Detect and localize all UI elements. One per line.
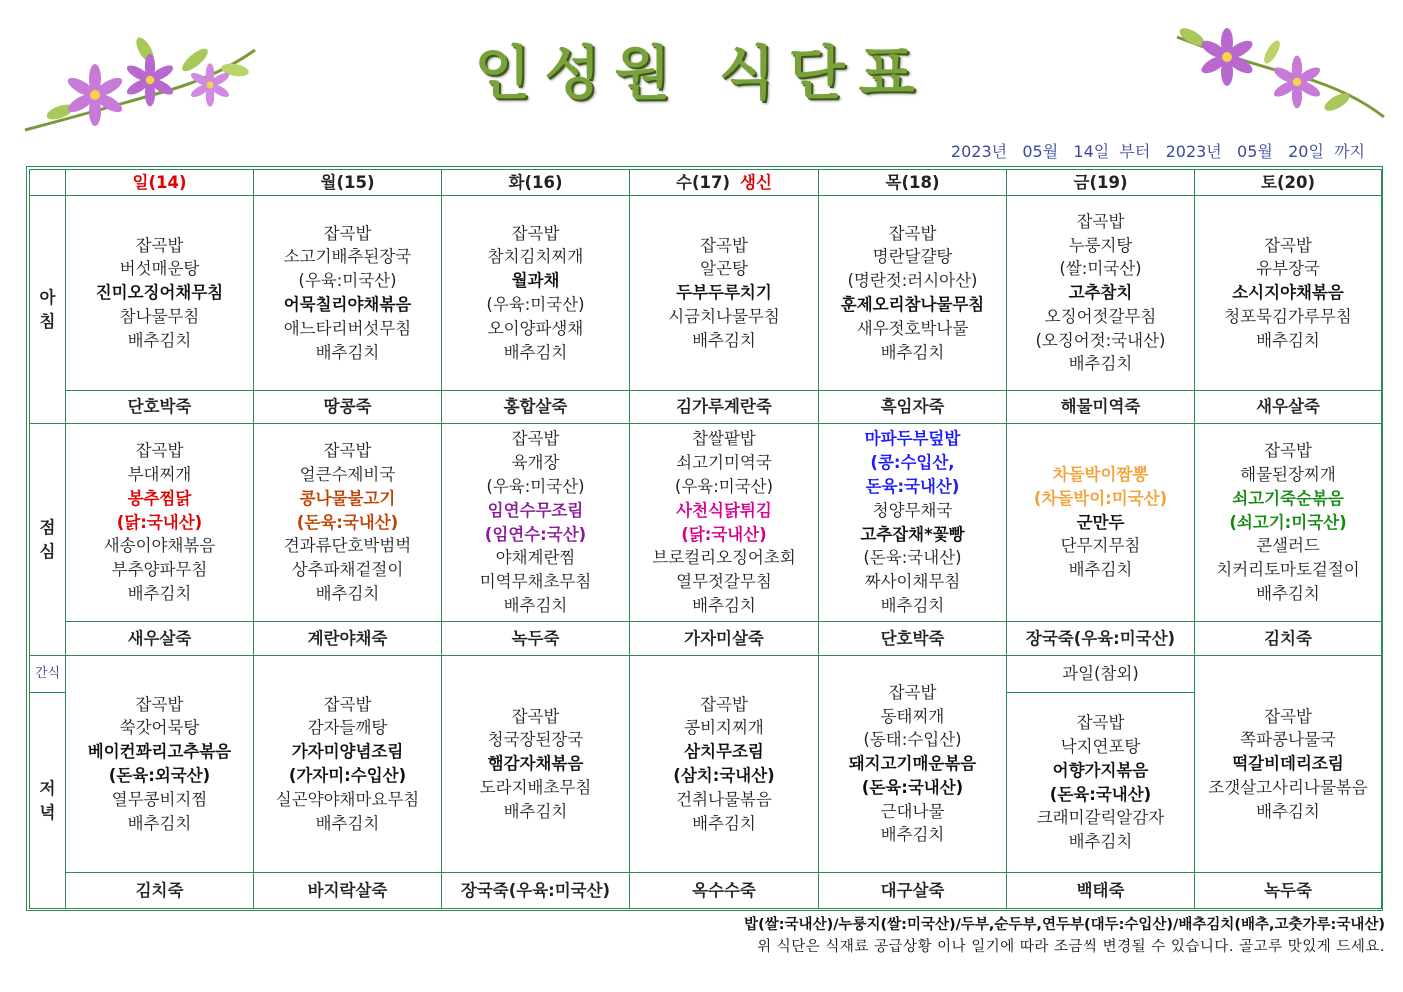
dish-item: 배추김치	[692, 330, 756, 350]
dish-item: 시금치나물무침	[668, 306, 780, 326]
dish-item: 햄감자채볶음	[487, 754, 584, 774]
dish-item: 잡곡밥	[323, 694, 372, 714]
dish-item: 잡곡밥	[888, 682, 937, 702]
dish-item: 콩나물불고기	[299, 488, 396, 508]
dish-item: (우육:미국산)	[674, 476, 774, 496]
dish-item: 고추참치	[1068, 283, 1133, 303]
porridge-cell: 바지락살죽	[254, 873, 442, 909]
dish-item: (닭:국내산)	[116, 512, 203, 532]
dish-item: 소고기배추된장국	[283, 247, 412, 267]
porridge-cell: 땅콩죽	[254, 391, 442, 424]
dish-item: (우육:미국산)	[486, 295, 585, 314]
dish-item: 동태찌개	[880, 706, 945, 726]
dish-item: 알곤탕	[700, 259, 748, 279]
dish-item: 부대찌개	[127, 465, 192, 484]
dish-item: 견과류단호박범벅	[283, 536, 412, 556]
dish-item: 참치김치찌개	[487, 247, 584, 267]
breakfast-cell	[66, 196, 254, 391]
meal-label-dinner: 저 녁	[30, 693, 66, 909]
porridge-cell: 가자미살죽	[630, 622, 819, 656]
dish-item: (임연수:국산)	[484, 524, 587, 544]
dish-item: (쌀:미국산)	[1059, 259, 1142, 279]
porridge-cell: 단호박죽	[66, 391, 254, 424]
dish-item: 배추김치	[1068, 560, 1133, 580]
breakfast-cell	[442, 196, 630, 391]
dish-item: 도라지배초무침	[479, 777, 592, 797]
dish-item: 고추잡채*꽃빵	[860, 524, 965, 544]
dish-item: 월과채	[511, 271, 560, 291]
dish-item: 배추김치	[1256, 801, 1320, 821]
dish-item: 배추김치	[315, 583, 380, 603]
dish-item: 쇠고기죽순볶음	[1232, 488, 1344, 508]
dish-item: 콩비지찌개	[684, 718, 764, 738]
dish-item: 근대나물	[880, 801, 945, 821]
lunch-cell	[1007, 424, 1195, 622]
breakfast-cell	[819, 196, 1007, 391]
dish-item: 배추김치	[1068, 832, 1133, 852]
dish-item: 차돌박이짬뽕	[1052, 465, 1149, 484]
porridge-cell: 백태죽	[1007, 873, 1195, 909]
breakfast-cell	[1195, 196, 1382, 391]
dish-item: 임연수무조림	[487, 500, 584, 520]
porridge-cell: 새우살죽	[1195, 391, 1382, 424]
dish-item: 잡곡밥	[511, 223, 560, 243]
dish-item: 열무젓갈무침	[676, 572, 772, 592]
dish-item: 잡곡밥	[1076, 211, 1125, 231]
dish-item: 삼치무조림	[684, 742, 764, 762]
dish-item: 배추김치	[1256, 583, 1320, 603]
dish-item: 어묵칠리야채볶음	[283, 295, 412, 314]
dish-item: 상추파채겉절이	[291, 560, 404, 580]
dish-item: 조갯살고사리나물볶음	[1208, 777, 1368, 797]
origin-note: 밥(쌀:국내산)/누룽지(쌀:미국산)/두부,순두부,연두부(대두:수입산)/배추김치(배추,고춧가루:국내산)	[744, 917, 1385, 933]
dish-item: (명란젓:러시아산)	[847, 271, 978, 291]
dish-item: 누룽지탕	[1068, 235, 1133, 255]
dish-item: 새우젓호박나물	[856, 318, 969, 338]
dish-item: 참나물무침	[119, 306, 200, 326]
dinner-cell	[1195, 656, 1382, 873]
dish-item: 청국장된장국	[487, 730, 584, 750]
porridge-cell: 홍합살죽	[442, 391, 630, 424]
dish-item: 잡곡밥	[323, 223, 372, 243]
porridge-cell: 새우살죽	[66, 622, 254, 656]
dish-item: 육개장	[511, 453, 560, 473]
dish-item: 버섯매운탕	[119, 259, 200, 279]
lunch-cell	[630, 424, 819, 622]
dish-item: (차돌박이:미국산)	[1033, 488, 1168, 508]
dish-item: 콘샐러드	[1256, 536, 1320, 556]
dish-item: 배추김치	[880, 825, 945, 845]
dish-item: 훈제오리참나물무침	[840, 295, 985, 314]
change-notice: 위 식단은 식재료 공급상황 이나 일기에 따라 조금씩 변경될 수 있습니다. 골고루 맛있게 드세요.	[757, 939, 1385, 955]
dish-item: 잡곡밥	[135, 441, 184, 461]
day-header-thu: 목(18)	[819, 170, 1007, 196]
dish-item: 잡곡밥	[511, 706, 560, 726]
day-header-fri: 금(19)	[1007, 170, 1195, 196]
menu-period: 2023년 05월 14일 부터 2023년 05월 20일 까지	[950, 142, 1365, 161]
dish-item: 잡곡밥	[1264, 235, 1312, 255]
lunch-cell	[442, 424, 630, 622]
dish-item: 사천식닭튀김	[676, 500, 772, 520]
dish-item: 쑥갓어묵탕	[119, 718, 200, 738]
dish-item: (우육:미국산)	[486, 476, 585, 496]
dish-item: 열무콩비지찜	[111, 789, 208, 809]
breakfast-cell	[254, 196, 442, 391]
day-header-tue: 화(16)	[442, 170, 630, 196]
dish-item: 봉추찜닭	[127, 488, 192, 508]
dish-item: 배추김치	[1256, 330, 1320, 350]
day-header-mon: 월(15)	[254, 170, 442, 196]
day-header-row	[30, 170, 1382, 196]
dish-item: 쪽파콩나물국	[1240, 730, 1336, 750]
porridge-cell: 해물미역죽	[1007, 391, 1195, 424]
dish-item: 잡곡밥	[323, 441, 372, 461]
dish-item: 배추김치	[503, 342, 568, 362]
dish-item: (콩:수입산,	[870, 453, 955, 473]
dish-item: 치커리토마토겉절이	[1216, 560, 1360, 580]
dish-item: 가자미양념조림	[291, 742, 404, 762]
dish-item: (오징어젓:국내산)	[1035, 330, 1166, 350]
breakfast-row	[30, 196, 1382, 391]
page-title: 인성원 식단표	[474, 39, 929, 107]
dish-item: 오징어젓갈무침	[1044, 306, 1157, 326]
dish-item: 유부장국	[1256, 259, 1320, 279]
birthday-note: 생신	[740, 172, 772, 192]
day-header-wed: 수(17) 생신	[630, 170, 819, 196]
dish-item: 군만두	[1076, 512, 1125, 532]
dish-item: 청포묵김가루무침	[1224, 306, 1352, 326]
dish-item: 돼지고기매운볶음	[848, 754, 977, 774]
dish-item: (동태:수입산)	[863, 730, 962, 750]
dish-item: 배추김치	[1068, 354, 1133, 374]
breakfast-cell	[1007, 196, 1195, 391]
porridge-cell: 녹두죽	[1195, 873, 1382, 909]
menu-table	[29, 169, 1382, 909]
dish-item: (돈육:국내산)	[296, 512, 399, 532]
dish-item: 베이컨꽈리고추볶음	[87, 742, 232, 762]
porridge-cell: 김치죽	[66, 873, 254, 909]
dish-item: 배추김치	[503, 595, 568, 615]
dish-item: 짜사이채무침	[864, 572, 961, 592]
porridge-cell: 장국죽(우육:미국산)	[442, 873, 630, 909]
porridge-cell: 대구살죽	[819, 873, 1007, 909]
dish-item: 잡곡밥	[1264, 441, 1312, 461]
dish-item: 잡곡밥	[1076, 713, 1125, 733]
lunch-cell	[66, 424, 254, 622]
porridge-cell: 장국죽(우육:미국산)	[1007, 622, 1195, 656]
dish-item: 잡곡밥	[135, 235, 184, 255]
breakfast-porridge-row	[30, 391, 1382, 424]
dish-item: 애느타리버섯무침	[283, 318, 412, 338]
dinner-cell	[66, 656, 254, 873]
snack-row	[30, 656, 1382, 693]
dish-item: 어향가지볶음	[1052, 760, 1149, 780]
dish-item: 배추김치	[127, 330, 192, 350]
snack-cell-fri: 과일(참외)	[1007, 656, 1195, 693]
dish-item: 잡곡밥	[511, 429, 560, 449]
dish-item: 브로컬리오징어초회	[652, 548, 796, 568]
dish-item: 배추김치	[692, 813, 756, 833]
meal-label-lunch: 점 심	[30, 424, 66, 656]
lunch-cell	[254, 424, 442, 622]
dish-item: 두부두루치기	[676, 283, 772, 303]
dish-item: 해물된장찌개	[1240, 465, 1336, 484]
lunch-porridge-row	[30, 622, 1382, 656]
porridge-cell: 녹두죽	[442, 622, 630, 656]
day-header-sun: 일(14)	[66, 170, 254, 196]
dish-item: (돈육:국내산)	[1049, 784, 1152, 804]
meal-label-breakfast: 아 침	[30, 196, 66, 424]
breakfast-cell	[630, 196, 819, 391]
dish-item: 감자들깨탕	[307, 718, 388, 738]
dish-item: 오이양파생채	[487, 318, 584, 338]
dish-item: 배추김치	[880, 595, 945, 615]
dish-item: 청양무채국	[872, 500, 953, 520]
dish-item: 배추김치	[692, 595, 756, 615]
dish-item: (우육:미국산)	[298, 271, 397, 291]
dish-item: 크래미갈릭알감자	[1036, 808, 1165, 828]
lunch-cell	[819, 424, 1007, 622]
dinner-cell	[254, 656, 442, 873]
dish-item: (가자미:수입산)	[288, 766, 407, 785]
dish-item: 배추김치	[127, 813, 192, 833]
dish-item: 야채계란찜	[495, 548, 576, 568]
lunch-row	[30, 424, 1382, 622]
porridge-cell: 김가루계란죽	[630, 391, 819, 424]
dinner-cell	[819, 656, 1007, 873]
dish-item: 부추양파무침	[111, 560, 208, 580]
dish-item: 미역무채초무침	[479, 572, 592, 592]
dinner-cell	[1007, 693, 1195, 873]
dish-item: 명란달걀탕	[872, 247, 953, 267]
dish-item: 잡곡밥	[700, 235, 748, 255]
dish-item: 배추김치	[127, 583, 192, 603]
dish-item: 찹쌀팥밥	[692, 429, 756, 449]
dish-item: 낙지연포탕	[1060, 736, 1141, 756]
dish-item: 잡곡밥	[1264, 706, 1312, 726]
dish-item: (돈육:국내산)	[863, 548, 962, 568]
dinner-cell	[442, 656, 630, 873]
dish-item: 배추김치	[315, 813, 380, 833]
dish-item: 떡갈비데리조림	[1232, 754, 1344, 774]
dish-item: 배추김치	[503, 801, 568, 821]
dish-item: 쇠고기미역국	[676, 453, 772, 473]
dish-item: (쇠고기:미국산)	[1229, 512, 1347, 532]
dish-item: (삼치:국내산)	[673, 766, 775, 785]
dinner-cell	[630, 656, 819, 873]
dish-item: 잡곡밥	[135, 694, 184, 714]
porridge-cell: 김치죽	[1195, 622, 1382, 656]
dish-item: 얼큰수제비국	[299, 465, 396, 484]
dish-item: 배추김치	[880, 342, 945, 362]
porridge-cell: 흑임자죽	[819, 391, 1007, 424]
day-header-sat: 토(20)	[1195, 170, 1382, 196]
lunch-cell	[1195, 424, 1382, 622]
dish-item: 단무지무침	[1060, 536, 1141, 556]
meal-label-snack: 간식	[30, 656, 66, 693]
dish-item: 진미오징어채무침	[95, 283, 224, 303]
dish-item: 잡곡밥	[700, 694, 748, 714]
porridge-cell: 옥수수죽	[630, 873, 819, 909]
dish-item: 새송이야채볶음	[103, 536, 216, 556]
dish-item: 건취나물볶음	[676, 789, 772, 809]
dish-item: (닭:국내산)	[681, 524, 767, 544]
dish-item: 소시지야채볶음	[1232, 283, 1344, 303]
dinner-porridge-row	[30, 873, 1382, 909]
corner-cell	[30, 170, 66, 196]
porridge-cell: 계란야채죽	[254, 622, 442, 656]
dish-item: (돈육:국내산)	[861, 777, 964, 797]
dish-item: 배추김치	[315, 342, 380, 362]
dish-item: 돈육:국내산)	[865, 476, 960, 496]
dish-item: (돈육:외국산)	[108, 766, 211, 785]
dish-item: 마파두부덮밥	[864, 429, 961, 449]
dish-item: 실곤약야채마요무침	[275, 789, 420, 809]
dish-item: 잡곡밥	[888, 223, 937, 243]
porridge-cell: 단호박죽	[819, 622, 1007, 656]
